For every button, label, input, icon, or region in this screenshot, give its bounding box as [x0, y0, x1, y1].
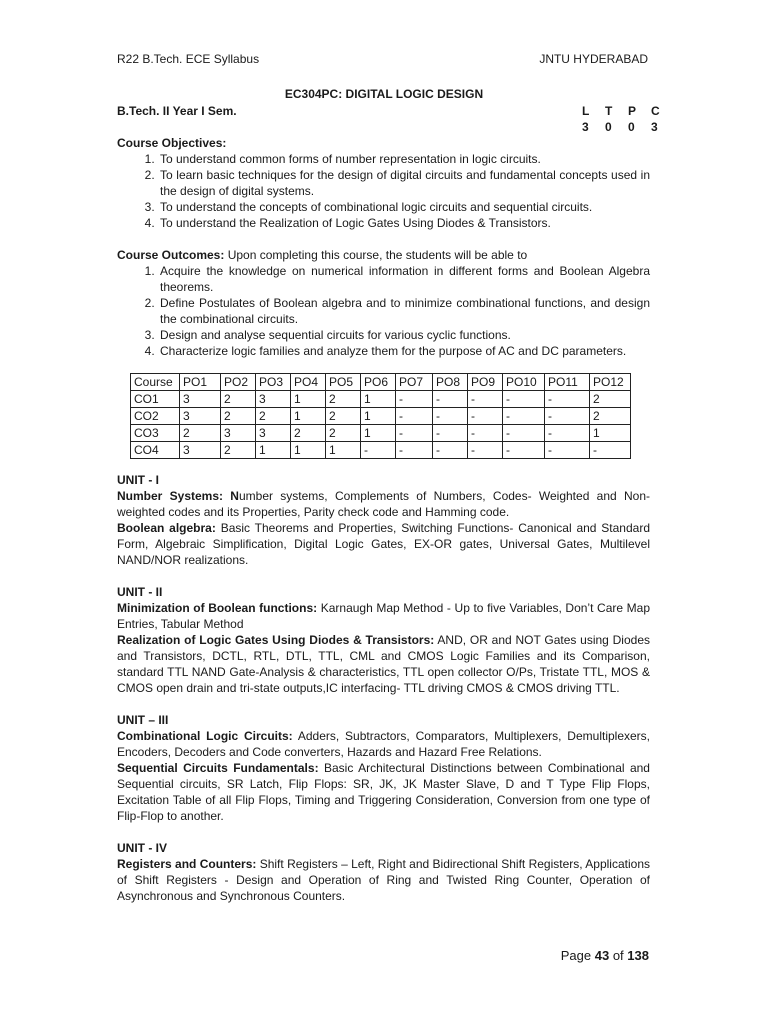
ltpc-label-l: L — [582, 104, 590, 118]
main-content — [117, 135, 650, 904]
table-cell: 2 — [326, 425, 361, 442]
topic-text: Basic Architectural Distinctions between Combinational and Sequential circuits, SR Latch, Flip Flops: SR, JK, JK Master Slave, D and T Type Flip Flops, Excitation Table of all Flip Flops, Timing and Triggering Consideration, Conversion from one type of Flip-Flop to another. — [117, 761, 650, 823]
ltpc-label-c: C — [651, 104, 660, 118]
outcome-item: 3. Design and analyse sequential circuits for various cyclic functions. — [158, 327, 650, 343]
table-cell: 2 — [590, 391, 631, 408]
ltpc-block — [582, 103, 674, 135]
table-header-cell: PO11 — [545, 374, 590, 391]
table-header-cell: PO2 — [221, 374, 256, 391]
table-header-cell: PO5 — [326, 374, 361, 391]
unit-paragraph — [117, 488, 650, 520]
table-header-cell: PO4 — [291, 374, 326, 391]
table-cell: 2 — [326, 391, 361, 408]
outcomes-heading: Course Outcomes: — [117, 248, 225, 262]
objectives-heading: Course Objectives: — [117, 136, 227, 150]
unit-title: UNIT – III — [117, 713, 169, 727]
table-cell: - — [433, 408, 468, 425]
topic-heading: Registers and Counters: — [117, 857, 257, 871]
table-cell: 3 — [256, 391, 291, 408]
table-cell: 1 — [291, 408, 326, 425]
course-title: EC304PC: DIGITAL LOGIC DESIGN — [284, 87, 484, 101]
table-cell: - — [545, 408, 590, 425]
table-cell: 1 — [291, 442, 326, 459]
topic-text: umber systems, Complements of Numbers, Codes- Weighted and Non-weighted codes and its Properties, Parity check code and Hamming code. — [117, 489, 650, 519]
unit-paragraph — [117, 600, 650, 632]
table-cell: 1 — [326, 442, 361, 459]
table-cell: 2 — [221, 442, 256, 459]
outcome-item: 1. Acquire the knowledge on numerical information in different forms and Boolean Algebra theorems. — [158, 263, 650, 295]
table-cell: 3 — [256, 425, 291, 442]
table-row — [131, 391, 631, 408]
table-cell: 1 — [361, 391, 396, 408]
header-left: R22 B.Tech. ECE Syllabus — [117, 52, 260, 66]
unit-title: UNIT - I — [117, 473, 159, 487]
page-of: of — [609, 948, 628, 963]
table-header-cell: PO8 — [433, 374, 468, 391]
table-header-cell: PO10 — [503, 374, 545, 391]
header-right: JNTU HYDERABAD — [539, 52, 648, 66]
table-cell: 1 — [590, 425, 631, 442]
topic-heading: Minimization of Boolean functions: — [117, 601, 318, 615]
semester-label: B.Tech. II Year I Sem. — [117, 104, 237, 118]
topic-heading: Boolean algebra: — [117, 521, 216, 535]
table-cell: 2 — [221, 391, 256, 408]
unit-paragraph — [117, 632, 650, 696]
page-number — [561, 948, 649, 964]
table-row — [131, 425, 631, 442]
table-cell: - — [503, 391, 545, 408]
unit-paragraph — [117, 728, 650, 760]
objectives-list — [117, 151, 650, 231]
ltpc-value-t: 0 — [605, 120, 612, 134]
page-current: 43 — [594, 948, 610, 963]
table-cell: - — [396, 442, 433, 459]
page-total: 138 — [627, 948, 649, 963]
table-cell: - — [545, 442, 590, 459]
table-cell: 2 — [291, 425, 326, 442]
table-cell: CO3 — [131, 425, 180, 442]
table-cell: 2 — [180, 425, 221, 442]
table-cell: - — [396, 391, 433, 408]
co-po-table — [130, 373, 631, 459]
topic-heading: Number Systems: N — [117, 489, 239, 503]
table-cell: 1 — [291, 391, 326, 408]
unit-title: UNIT - II — [117, 585, 163, 599]
topic-heading: Realization of Logic Gates Using Diodes & Transistors: — [117, 633, 435, 647]
table-cell: 1 — [256, 442, 291, 459]
table-cell: - — [468, 391, 503, 408]
table-cell: CO2 — [131, 408, 180, 425]
table-cell: - — [396, 425, 433, 442]
objective-item: 1. To understand common forms of number representation in logic circuits. — [158, 151, 650, 167]
table-cell: 3 — [180, 408, 221, 425]
outcomes-intro: Upon completing this course, the students will be able to — [224, 248, 528, 262]
ltpc-value-p: 0 — [628, 120, 635, 134]
objective-item: 3. To understand the concepts of combinational logic circuits and sequential circuits. — [158, 199, 650, 215]
unit-title: UNIT - IV — [117, 841, 167, 855]
outcomes-intro-line — [117, 247, 650, 263]
table-cell: 3 — [180, 442, 221, 459]
table-header-cell: Course — [131, 374, 180, 391]
objective-item: 2. To learn basic techniques for the design of digital circuits and fundamental concepts used in the design of digital systems. — [158, 167, 650, 199]
table-cell: - — [433, 425, 468, 442]
table-cell: - — [468, 408, 503, 425]
table-row — [131, 408, 631, 425]
table-cell: 3 — [180, 391, 221, 408]
outcome-item: 2. Define Postulates of Boolean algebra and to minimize combinational functions, and design the combinational circuits. — [158, 295, 650, 327]
objective-item: 4. To understand the Realization of Logic Gates Using Diodes & Transistors. — [158, 215, 650, 231]
topic-heading: Combinational Logic Circuits: — [117, 729, 293, 743]
ltpc-value-l: 3 — [582, 120, 589, 134]
table-cell: - — [545, 425, 590, 442]
table-header-cell: PO1 — [180, 374, 221, 391]
topic-text: AND, OR and NOT Gates using Diodes and Transistors, DCTL, RTL, DTL, TTL, CML and CMOS Logic Families and its Comparison, standard TTL NAND Gate-Analysis & characteristics, TTL open collector O/Ps, Tristate TTL, MOS & CMOS open drain and tri-state outputs,IC interfacing- TTL driving CMOS & CMOS driving TTL. — [117, 633, 650, 695]
table-cell: - — [396, 408, 433, 425]
table-cell: 2 — [221, 408, 256, 425]
ltpc-values — [582, 119, 674, 135]
table-cell: - — [468, 425, 503, 442]
table-cell: 3 — [221, 425, 256, 442]
ltpc-labels — [582, 103, 674, 119]
table-row — [131, 442, 631, 459]
topic-text: Shift Registers – Left, Right and Bidirectional Shift Registers, Applications of Shift Registers - Design and Operation of Ring and Twisted Ring Counter, Operation of Asynchronous and Synchronous Counters. — [117, 857, 650, 903]
outcome-item: 4. Characterize logic families and analyze them for the purpose of AC and DC parameters. — [158, 343, 650, 359]
table-cell: - — [503, 425, 545, 442]
table-cell: 2 — [256, 408, 291, 425]
table-cell: - — [468, 442, 503, 459]
units-section — [117, 472, 650, 904]
table-header-row — [131, 374, 631, 391]
table-cell: - — [361, 442, 396, 459]
table-cell: 1 — [361, 425, 396, 442]
topic-text: Karnaugh Map Method - Up to five Variables, Don’t Care Map Entries, Tabular Method — [117, 601, 650, 631]
unit-paragraph — [117, 520, 650, 568]
table-cell: - — [503, 442, 545, 459]
table-cell: - — [433, 391, 468, 408]
ltpc-label-t: T — [605, 104, 613, 118]
outcomes-list — [117, 263, 650, 359]
ltpc-value-c: 3 — [651, 120, 658, 134]
table-cell: - — [503, 408, 545, 425]
unit-paragraph — [117, 856, 650, 904]
table-cell: 1 — [361, 408, 396, 425]
table-cell: 2 — [590, 408, 631, 425]
table-cell: CO4 — [131, 442, 180, 459]
table-header-cell: PO9 — [468, 374, 503, 391]
table-cell: CO1 — [131, 391, 180, 408]
table-header-cell: PO3 — [256, 374, 291, 391]
unit-paragraph — [117, 760, 650, 824]
ltpc-label-p: P — [628, 104, 637, 118]
table-cell: - — [590, 442, 631, 459]
table-cell: 2 — [326, 408, 361, 425]
table-cell: - — [433, 442, 468, 459]
table-header-cell: PO12 — [590, 374, 631, 391]
table-header-cell: PO7 — [396, 374, 433, 391]
table-cell: - — [545, 391, 590, 408]
topic-text: Adders, Subtractors, Comparators, Multiplexers, Demultiplexers, Encoders, Decoders and Code converters, Hazards and Hazard Free Relations. — [117, 729, 651, 759]
topic-heading: Sequential Circuits Fundamentals: — [117, 761, 319, 775]
page-prefix: Page — [560, 948, 595, 963]
table-header-cell: PO6 — [361, 374, 396, 391]
topic-text: Basic Theorems and Properties, Switching Functions- Canonical and Standard Form, Algebraic Simplification, Digital Logic Gates, EX-OR gates, Universal Gates, Multilevel NAND/NOR realizations. — [117, 521, 650, 567]
